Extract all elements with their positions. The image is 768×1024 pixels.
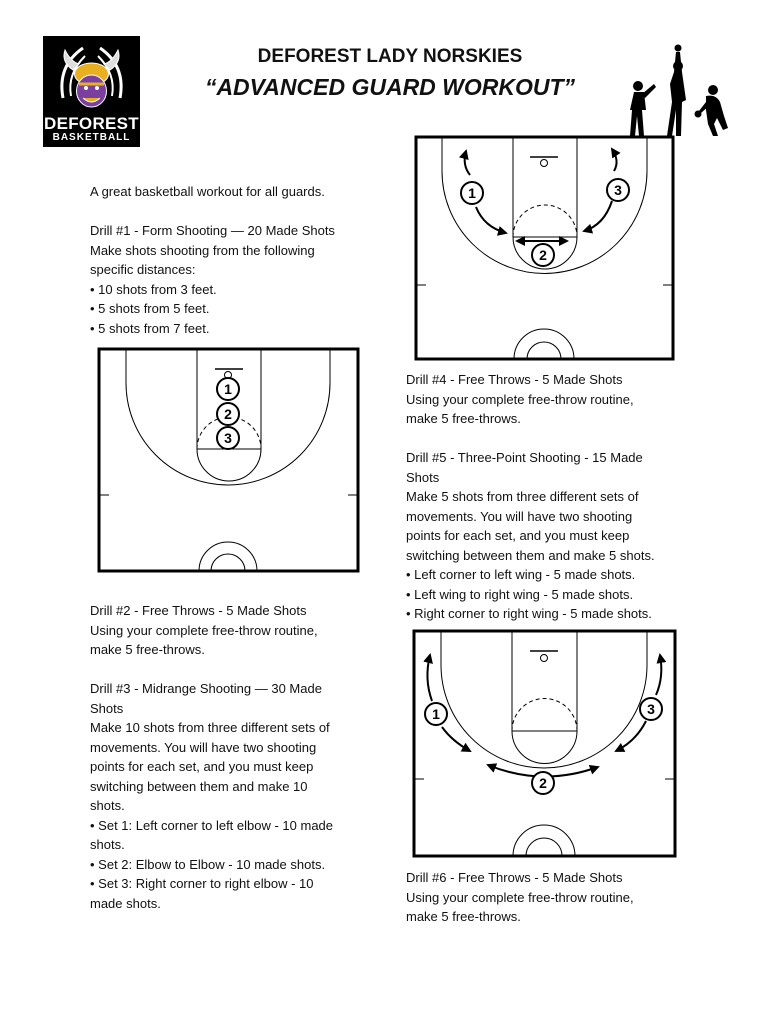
basketball-players-silhouettes-icon [626,44,734,138]
drill5-line: movements. You will have two shooting [406,508,633,524]
drill6-title: Drill #6 - Free Throws - 5 Made Shots [406,870,623,885]
drill5-court-diagram [412,629,678,859]
drill5-bullet: • Left corner to left wing - 5 made shots. [406,567,636,582]
drill3-bullet: shots. [90,837,125,852]
drill1-bullet: • 5 shots from 5 feet. [90,301,210,316]
spot-label: 3 [647,701,655,717]
drill4-title: Drill #4 - Free Throws - 5 Made Shots [406,372,623,387]
drill5-bullet: • Left wing to right wing - 5 made shots. [406,586,634,602]
drill3-line: movements. You will have two shooting [90,739,317,755]
shot-spot [532,772,554,794]
shot-spot [217,378,239,400]
drill1-bullet: • 10 shots from 3 feet. [90,281,217,297]
shot-spot [461,182,483,204]
page-subtitle: “ADVANCED GUARD WORKOUT” [204,74,576,100]
drill3-bullet: • Set 2: Elbow to Elbow - 10 made shots. [90,856,326,872]
drill2-title: Drill #2 - Free Throws - 5 Made Shots [90,603,307,618]
drill3-line: shots. [90,798,125,813]
shot-spot [217,403,239,425]
spot-label: 1 [432,706,440,722]
intro-text: A great basketball workout for all guards. [90,184,325,199]
drill6-line: make 5 free-throws. [406,909,521,924]
drill2-line: Using your complete free-throw routine, [90,622,318,638]
drill1-title: Drill #1 - Form Shooting — 20 Made Shots [90,223,335,238]
drill3-title: Shots [90,700,124,716]
logo-subtext: BASKETBALL [52,132,131,143]
drill1-line: specific distances: [90,262,196,277]
drill5-line: points for each set, and you must keep [406,528,630,543]
spot-label: 3 [224,430,232,446]
drill3-bullet: • Set 1: Left corner to left elbow - 10 made [90,817,334,833]
drill5-bullet: • Right corner to right wing - 5 made shots. [406,606,652,621]
drill5-title: Shots [406,469,440,485]
drill3-bullet: made shots. [90,895,161,911]
drill5-title: Drill #5 - Three-Point Shooting - 15 Made [406,450,643,465]
spot-label: 1 [224,381,232,397]
shot-spot [532,244,554,266]
shot-spot [640,698,662,720]
drill3-line: switching between them and make 10 [90,778,308,794]
drill3-title: Drill #3 - Midrange Shooting — 30 Made [90,681,322,696]
deforest-basketball-logo [43,36,140,147]
drill3-line: Make 10 shots from three different sets of [90,720,330,735]
shot-spot [607,179,629,201]
drill5-line: Make 5 shots from three different sets of [406,489,639,504]
page-title: DEFOREST LADY NORSKIES [257,46,523,67]
drill5-line: switching between them and make 5 shots. [406,547,655,563]
drill3-bullet: • Set 3: Right corner to right elbow - 10 [90,876,314,891]
left-column-bottom-text [90,601,380,913]
drill1-line: Make shots shooting from the following [90,242,315,258]
shot-spot [217,427,239,449]
spot-label: 2 [539,247,547,263]
drill1-court-diagram [97,347,361,575]
left-column-top-text [90,182,380,338]
drill3-court-diagram [414,135,676,362]
shot-spot [425,703,447,725]
spot-label: 2 [224,406,232,422]
right-column-text [406,370,706,624]
drill4-line: make 5 free-throws. [406,411,521,426]
logo-wordmark: DEFOREST [44,114,139,133]
drill3-line: points for each set, and you must keep [90,759,314,774]
spot-label: 1 [468,185,476,201]
spot-label: 2 [539,775,547,791]
drill4-line: Using your complete free-throw routine, [406,391,634,407]
drill6-line: Using your complete free-throw routine, [406,889,634,905]
spot-label: 3 [614,182,622,198]
drill1-bullet: • 5 shots from 7 feet. [90,320,210,336]
drill2-line: make 5 free-throws. [90,642,205,657]
drill6-text [406,868,706,927]
